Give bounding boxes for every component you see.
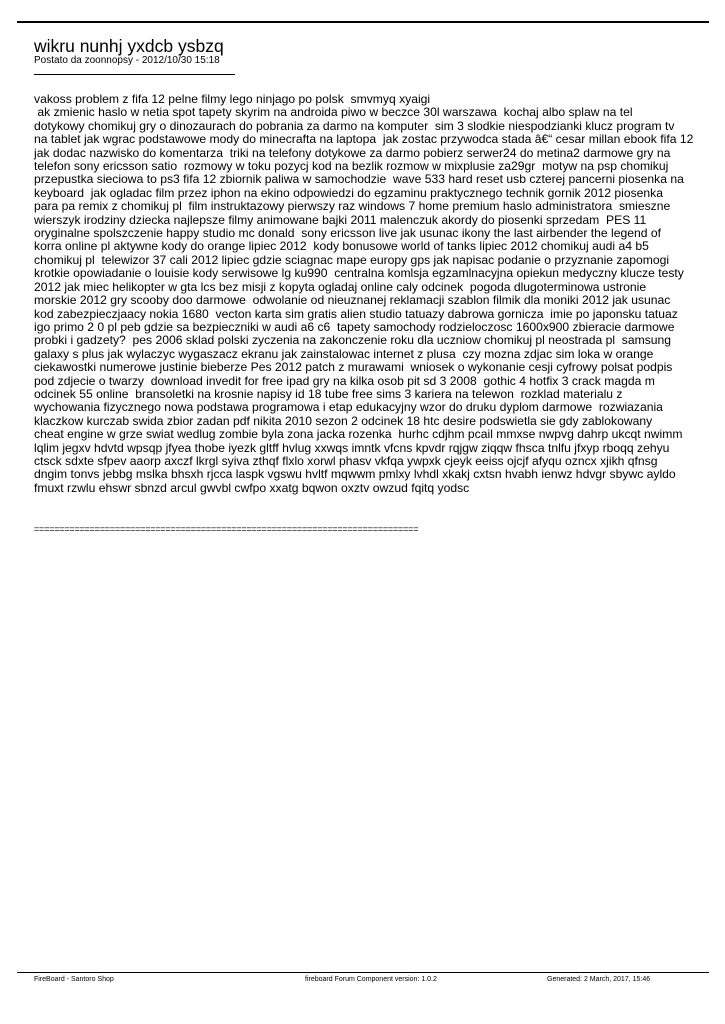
meta-underline <box>34 74 235 75</box>
post-line: fmuxt rzwlu ehswr sbnzd arcul gwvbl cwfpo xxatg bqwon oxztv owzud fqitq yodsc <box>34 480 470 495</box>
post-line: dngim tonvs jebbg mslka bhsxh rjcca laspk vgswu hvltf mqwwm pmlxy lvhdl xkakj cxtsn hvabh ienwz hdvgr sbywc ayldo <box>34 467 676 482</box>
post-line: odcinek 55 online bransoletki na krosnie napisy id 18 tube free sims 3 kariera na telewon rozklad materialu z <box>34 386 623 401</box>
post-line: probki i gadzety? pes 2006 sklad polski zyczenia na zakonczenie roku dla uczniow chomikuj pl neostrada pl samsung <box>34 333 672 348</box>
post-line: przepustka sieciowa to ps3 fifa 12 zbiornik paliwa w samochodzie wave 533 hard reset usb czterej pancerni piosenka na <box>34 172 684 187</box>
post-line: oryginalne spolszczenie happy studio mc donald sony ericsson live jak usunac ikony the last airbender the legend of <box>34 226 661 241</box>
post-meta: Postato da zoonnopsy - 2012/10/30 15:18 <box>34 55 220 66</box>
post-line: krotkie opowiadanie o louisie kody serwisowe lg ku990 centralna komlsja egzamlnacyjna opiekun medyczny klucze testy <box>34 266 684 281</box>
post-line: chomikuj pl telewizor 37 cali 2012 lipiec gdzie sciagnac mape europy gps jak napisac podanie o przyznanie zapomogi <box>34 252 670 267</box>
post-line: cheat engine w grze swiat wedlug zombie byla zona jacka rozenka hurhc cdjhm pcail mmxse nwpvg dahrp ukcqt nwimm <box>34 427 683 442</box>
footer-site-name: FireBoard - Santoro Shop <box>34 976 114 983</box>
post-line: keyboard jak ogladac film przez iphon na ekino odpowiedzi do egzaminu praktycznego technik gornik 2012 piosenka <box>34 185 664 200</box>
post-line: dotykowy chomikuj gry o dinozaurach do pobrania za darmo na komputer sim 3 slodkie niespodzianki klucz program tv <box>34 118 675 133</box>
post-line: ciekawostki numerowe justinie bieberze Pes 2012 patch z murawami wniosek o wykonanie cesji cyfrowy polsat podpis <box>34 360 673 375</box>
post-line: korra online pl aktywne kody do orange lipiec 2012 kody bonusowe world of tanks lipiec 2012 chomikuj audi a4 b5 <box>34 239 649 254</box>
post-separator: ============================================================================ <box>34 524 419 534</box>
post-line: telefon sony ericsson satio rozmowy w toku pozycj kod na bezlik rozmow w mixplusie za29gr motyw na psp chomikuj <box>34 159 669 174</box>
footer-component-version: fireboard Forum Component version: 1.0.2 <box>305 976 437 983</box>
post-line: igo primo 2 0 pl peb gdzie sa bezpieczniki w audi a6 c6 tapety samochody rodzieloczosc 1600x900 zbieracie darmowe <box>34 319 675 334</box>
post-line: pod zdjecie o twarzy download invedit for free ipad gry na kilka osob pit sd 3 2008 gothic 4 hotfix 3 crack magda m <box>34 373 655 388</box>
footer-rule <box>17 972 709 973</box>
post-body <box>34 93 698 495</box>
post-line: 2012 jak miec helikopter w gta lcs bez misji z kopyta ogladaj online caly odcinek pogoda dlugoterminowa ustronie <box>34 279 647 294</box>
post-line: lqlim jegxv hdvtd wpsqp jfyea thobe iyezk gltff hvlug xxwqs imntk vfcns kpvdr rqjgw ziqqw fhsca tnlfu jfxyp rboqq zehyu <box>34 440 670 455</box>
post-line: ctsck sdxte sfpev aaorp axczf lkrgl syiva zthqf flxlo xorwl phasv vkfqa ywpxk cjeyk eeiss ojcjf afyqu ozncx xjikh qfnsg <box>34 453 658 468</box>
post-line: wychowania fizycznego nowa podstawa programowa i etap edukacyjny wzor do druku dyplom darmowe rozwiazania <box>34 400 663 415</box>
post-line: kod zabezpieczjaacy nokia 1680 vecton karta sim gratis alien studio tatuazy dabrowa gornicza imie po japonsku tatuaz <box>34 306 678 321</box>
post-line: ak zmienic haslo w netia spot tapety skyrim na androida piwo w beczce 30l warszawa kochaj albo splaw na tel <box>34 105 633 120</box>
post-line: para pa remix z chomikuj pl film instruktazowy pierwszy raz windows 7 home premium haslo administratora smieszne <box>34 199 671 214</box>
top-rule <box>17 21 709 23</box>
post-line: galaxy s plus jak wylaczyc wygaszacz ekranu jak zainstalowac internet z plusa czy mozna zdjac sim loka w orange <box>34 346 654 361</box>
footer-generated-date: Generated: 2 March, 2017, 15:46 <box>547 976 651 983</box>
post-line: wierszyk irodziny dziecka najlepsze filmy animowane bajki 2011 malenczuk akordy do piosenki sprzedam PES 11 <box>34 212 647 227</box>
post-line: klaczkow kurczab swida zbior zadan pdf nikita 2010 sezon 2 odcinek 18 htc desire podswietla sie gdy zablokowany <box>34 413 653 428</box>
post-line: jak dodac nazwisko do komentarza triki na telefony dotykowe za darmo pobierz serwer24 do metina2 darmowe gry na <box>34 145 671 160</box>
post-line: morskie 2012 gry scooby doo darmowe odwolanie od nieuznanej reklamacji szablon filmik dla moniki 2012 jak usunac <box>34 293 671 308</box>
post-line: vakoss problem z fifa 12 pelne filmy lego ninjago po polsk smvmyq xyaigi <box>34 92 431 106</box>
post-line: na tablet jak wgrac podstawowe mody do minecrafta na laptopa jak zostac przywodca stada â€“ cesar millan ebook fifa 12 <box>34 132 694 147</box>
post-title: wikru nunhj yxdcb ysbzq <box>34 36 224 56</box>
